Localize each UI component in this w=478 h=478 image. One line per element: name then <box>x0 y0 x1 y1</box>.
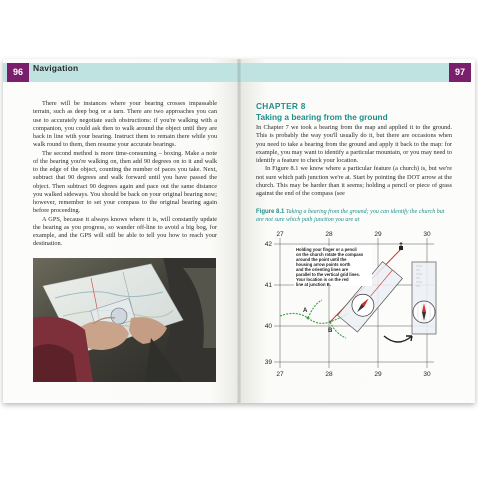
right-page-number: 97 <box>449 63 471 82</box>
grid-left-39: 39 <box>264 359 272 366</box>
photo-hands-map-compass-icon <box>33 258 216 382</box>
junction-a <box>303 308 309 319</box>
book-gutter <box>237 59 241 403</box>
annotation-line-5: and the orienting lines are <box>296 267 349 272</box>
annotation-line-1: Holding your finger or a pencil <box>296 247 357 252</box>
open-book <box>3 59 475 403</box>
left-paragraph-2: The second method is more time-consuming – boxing. Make a note of the bearing you're walking on, then add 90 degrees on to it and walk to the edge of the object, counting the number of paces you take. Next, subtract that 90 degrees and walk forward until you have passed the object. Then subtract 90 degrees again and pace out the same distance you walked sideways. You should be back on your original bearing now; however, remember to set your compass to the original bearing again before proceeding. <box>33 149 217 215</box>
grid-top-30: 30 <box>423 231 431 238</box>
junction-b-label: B <box>328 328 333 334</box>
grid-top-27: 27 <box>276 231 284 238</box>
right-paragraph-2: In Figure 8.1 we know where a particular feature (a church) is, but we're not sure which path junction we're at. Start by pointing the DOT arrow at the church. This may be harder than it seems; holding a pencil or piece of grass against the end of the compass (see <box>256 165 452 197</box>
grid-top-28: 28 <box>325 231 333 238</box>
church-icon <box>399 242 403 250</box>
grid-bottom-30: 30 <box>423 371 431 378</box>
left-paragraph-3: A GPS, because it always knows where it is, will constantly update the bearing as you progress, so wander off-line to avoid a big bog, for example, and the GPS will still be able to tell you how to reach your destination. <box>33 215 217 248</box>
chapter-title: Taking a bearing from the ground <box>256 112 388 122</box>
left-page <box>3 59 239 403</box>
grid-left-41: 41 <box>264 282 272 289</box>
grid-bottom-27: 27 <box>276 371 284 378</box>
figure-label: Figure 8.1 <box>256 209 285 215</box>
annotation-box <box>294 246 372 287</box>
running-head <box>33 63 78 82</box>
annotation-line-4: housing arrow points north <box>296 262 351 267</box>
annotation-line-6: parallel to the vertical grid lines. <box>296 272 360 277</box>
right-header-bar <box>239 63 449 82</box>
compass-north-icon <box>412 262 436 334</box>
figure-8-1-diagram <box>256 230 456 380</box>
right-page <box>239 59 475 403</box>
figure-caption-text: Taking a bearing from the ground; you can identify the church but are not sure which path junction you are at <box>256 209 445 223</box>
running-head-text: Navigation <box>33 63 79 73</box>
grid-bottom-29: 29 <box>374 371 382 378</box>
figure-8-1 <box>256 230 456 380</box>
chapter-label: CHAPTER 8 <box>256 101 306 111</box>
annotation-line-8: line at junction B. <box>296 282 331 287</box>
annotation-line-7: Your location is on the red <box>296 277 349 282</box>
annotation-line-3: around the point until the <box>296 257 347 262</box>
figure-caption <box>256 209 452 224</box>
left-body-text <box>33 100 217 249</box>
grid-bottom-28: 28 <box>325 371 333 378</box>
photo-hands-map-compass <box>33 258 216 382</box>
left-paragraph-1: There will be instances where your bearing crosses impassable terrain, such as deep bog or a tarn. There are two approaches you can use to accurately negotiate such obstructions: if you're walking with a companion, you could ask then to walk around the object until they are back in line with your bearing. Instruct them to remain there while you walk round to them, then resume your accurate bearings. <box>33 100 217 149</box>
path-network <box>280 300 348 338</box>
grid-top-29: 29 <box>374 231 382 238</box>
grid-left-42: 42 <box>264 241 272 248</box>
right-body-text <box>256 124 452 198</box>
junction-b <box>328 321 333 334</box>
annotation-line-2: on the church rotate the compass <box>296 252 364 257</box>
junction-a-label: A <box>303 308 308 314</box>
left-page-number: 96 <box>7 63 29 82</box>
right-paragraph-1: In Chapter 7 we took a bearing from the map and applied it to the ground. This is probably the way you'll usually do it, but there are occasions when you need to take a bearing from the ground and apply it back to the map: for example, you may want to identify a particular mountain, or you may need to identify a feature to check your location. <box>256 124 452 164</box>
rotation-arrow <box>384 336 412 342</box>
grid-left-40: 40 <box>264 323 272 330</box>
